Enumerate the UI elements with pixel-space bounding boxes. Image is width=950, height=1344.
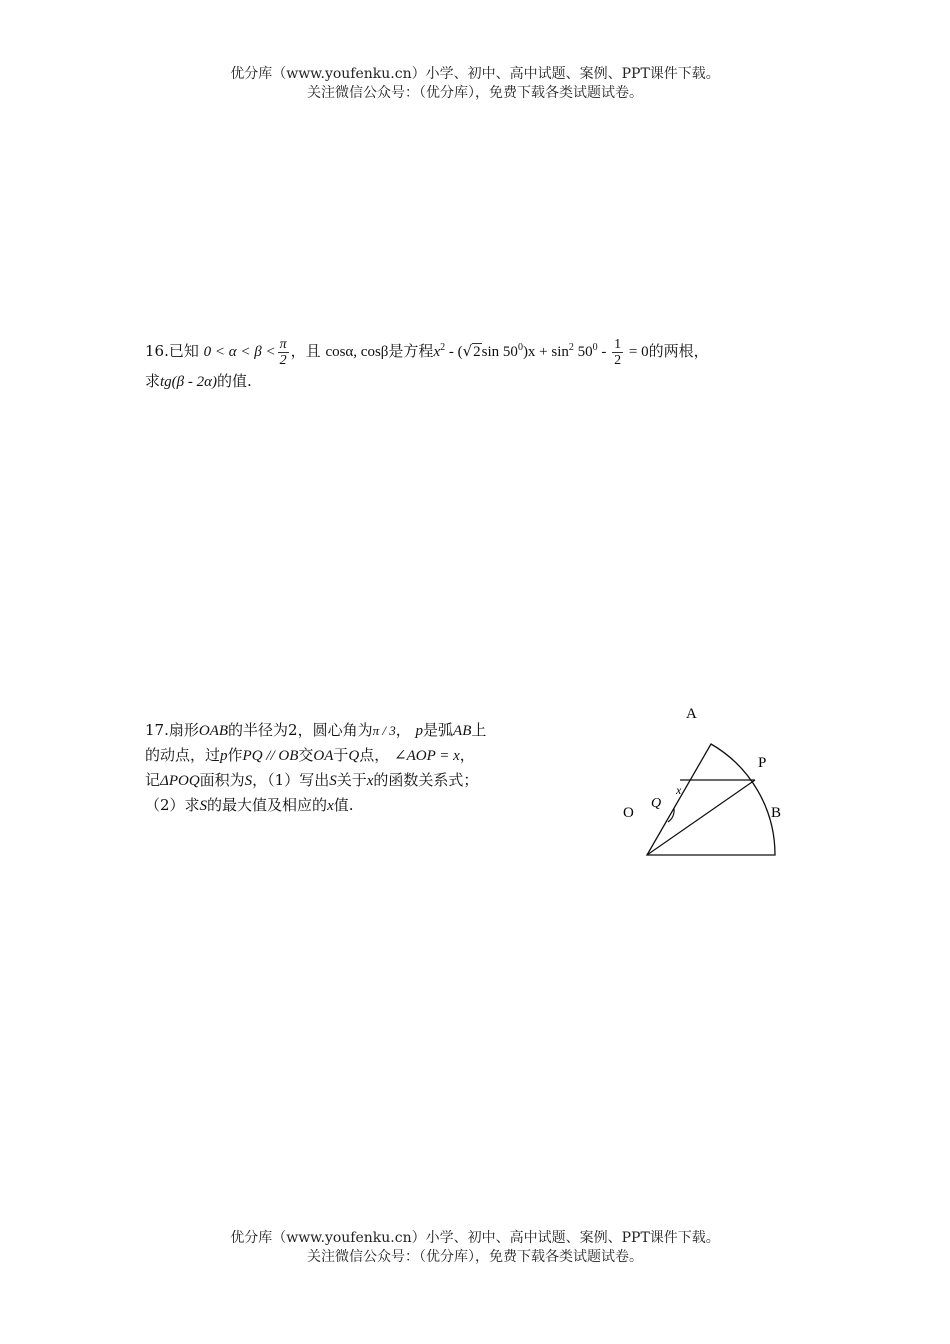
footer-line-2: 关注微信公众号：（优分库），免费下载各类试题试卷。: [307, 1249, 643, 1265]
label-a: A: [686, 706, 697, 722]
label-q: Q: [651, 796, 662, 811]
segment-op: [647, 780, 755, 855]
q16-number: 16.: [145, 342, 169, 360]
label-o: O: [623, 805, 634, 821]
label-x: x: [676, 783, 682, 797]
sector-figure: [600, 690, 810, 870]
cos-alpha-beta: cosα, cosβ: [325, 344, 389, 360]
q17-number: 17.: [145, 721, 169, 739]
header-line-1: 优分库（www.youfenku.cn）小学、初中、高中试题、案例、PPT课件下载。: [230, 66, 720, 82]
question-17: 17.扇形OAB的半径为2，圆心角为π / 3， p是弧AB上 的动点，过p作PQ // OB交OA于Q点， ∠AOP = x， 记ΔPOQ面积为S，（1）写出S关于x的函数关系式； （2）求S的最大值及相应的x值.: [145, 721, 487, 814]
question-16: 16.已知 0 < α < β < $\frac{\pi}{2}$ ，且 cosα, cosβ是方程$x^2 - (√2\sin$ $50^0)x + \sin^2 50^0$ - $\frac{1}{2}$ = 0的两根， 求tg(β - 2α)的值.: [145, 336, 709, 390]
header-line-2: 关注微信公众号：（优分库），免费下载各类试题试卷。: [307, 85, 643, 101]
one-half: $\frac{1}{2}$: [614, 336, 622, 368]
footer-line-1: 优分库（www.youfenku.cn）小学、初中、高中试题、案例、PPT课件下载。: [230, 1230, 720, 1246]
tg-expression: tg(β - 2α): [160, 374, 218, 390]
label-p: P: [758, 755, 767, 771]
label-b: B: [771, 805, 782, 821]
pi-over-2: $\frac{\pi}{2}$: [279, 336, 287, 368]
sector-outline: [647, 744, 775, 855]
